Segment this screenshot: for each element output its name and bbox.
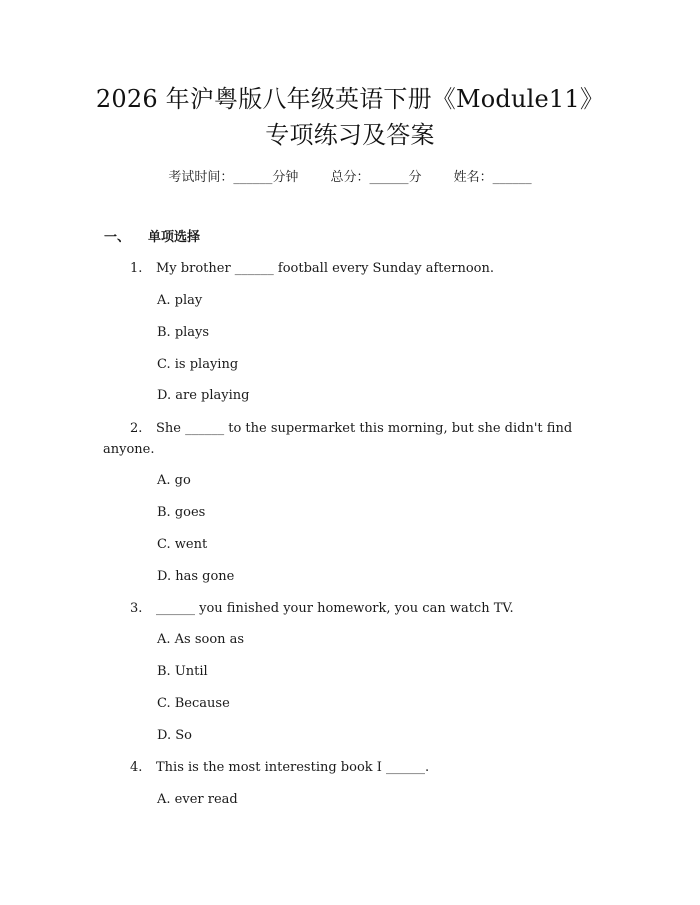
question-text: She ______ to the supermarket this morning, but she didn't find	[156, 421, 573, 436]
question-1	[130, 259, 494, 279]
question-2-option-b: B. goes	[157, 505, 206, 520]
question-3-option-c: C. Because	[157, 696, 230, 711]
question-number: 1.	[130, 261, 143, 276]
name-field: 姓名：______	[453, 170, 532, 185]
question-text: My brother ______ football every Sunday afternoon.	[156, 261, 494, 276]
question-number: 3.	[130, 601, 143, 616]
question-2	[130, 419, 572, 439]
question-2-option-a: A. go	[157, 473, 191, 488]
exam-time-field: 考试时间：______分钟	[168, 170, 299, 185]
section-title: 单项选择	[148, 230, 201, 245]
question-1-option-c: C. is playing	[157, 357, 239, 372]
question-4-option-a: A. ever read	[157, 792, 238, 807]
question-1-option-b: B. plays	[157, 325, 210, 340]
question-3-option-d: D. So	[157, 728, 192, 743]
question-number: 4.	[130, 760, 143, 775]
question-1-option-d: D. are playing	[157, 388, 250, 403]
question-number: 2.	[130, 421, 143, 436]
section-number: 一、	[104, 230, 131, 245]
exam-info-row	[0, 168, 700, 188]
question-3-option-b: B. Until	[157, 664, 208, 679]
question-text: ______ you finished your homework, you can watch TV.	[156, 601, 514, 616]
question-4	[130, 758, 429, 778]
question-1-option-a: A. play	[157, 293, 203, 308]
question-2-option-c: C. went	[157, 537, 208, 552]
question-3-option-a: A. As soon as	[157, 632, 245, 647]
page-title-line-2: 专项练习及答案	[265, 121, 435, 149]
total-score-field: 总分：______分	[330, 170, 422, 185]
question-2-option-d: D. has gone	[157, 569, 235, 584]
question-3	[130, 599, 514, 619]
question-2-continuation: anyone.	[103, 442, 155, 457]
question-text: This is the most interesting book I ______.	[156, 760, 430, 775]
page-title-line-1: 2026 年沪粤版八年级英语下册《Module11》	[95, 85, 605, 113]
section-heading	[104, 228, 200, 248]
